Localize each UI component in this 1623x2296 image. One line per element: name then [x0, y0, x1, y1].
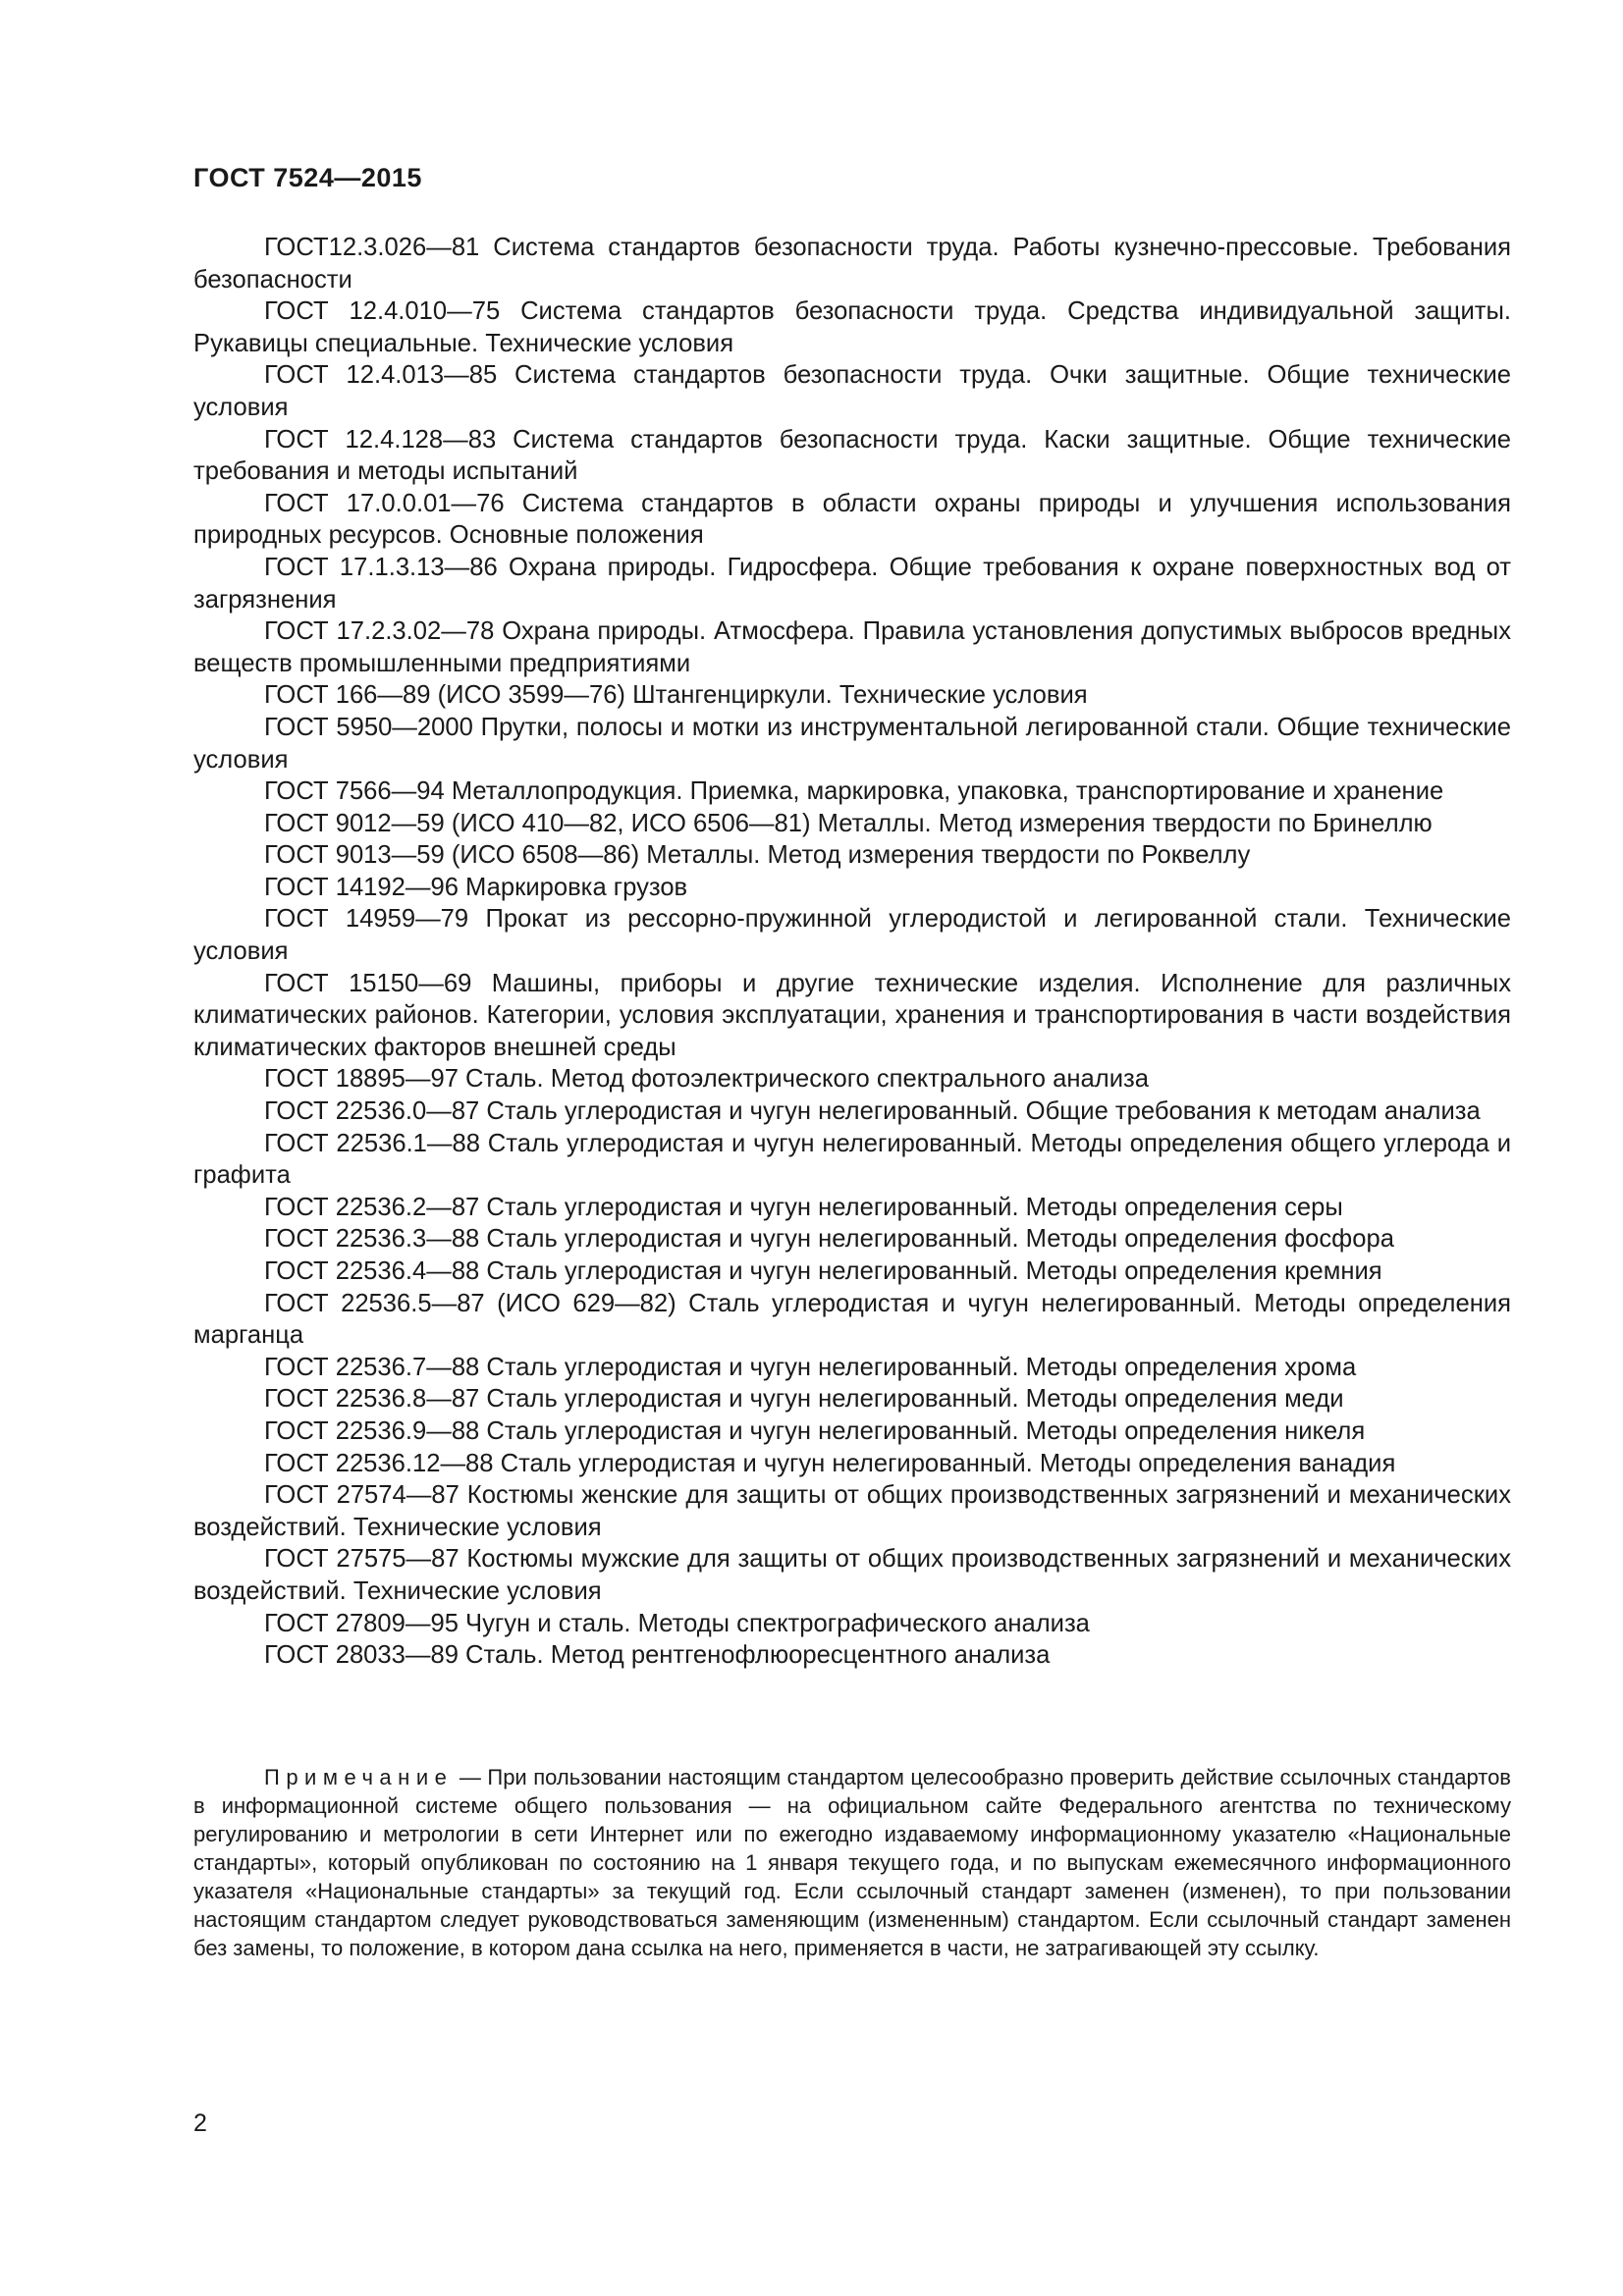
reference-item: ГОСТ 14192—96 Маркировка грузов [264, 873, 688, 901]
page-header-title: ГОСТ 7524—2015 [193, 163, 422, 192]
reference-item: ГОСТ 22536.8—87 Сталь углеродистая и чугун нелегированный. Методы определения меди [264, 1385, 1344, 1414]
reference-item: ГОСТ 28033—89 Сталь. Метод рентгенофлюоресцентного анализа [264, 1641, 1051, 1670]
reference-item: ГОСТ 17.0.0.01—76 Система стандартов в области охраны природы и улучшения использования природных ресурсов. Основные положения [193, 489, 1511, 550]
reference-item: ГОСТ 12.4.010—75 Система стандартов безопасности труда. Средства индивидуальной защиты. Рукавицы специальные. Технические условия [193, 297, 1511, 357]
reference-item: ГОСТ 27575—87 Костюмы мужские для защиты от общих производственных загрязнений и механических воздействий. Технические условия [193, 1545, 1511, 1605]
reference-item: ГОСТ 18895—97 Сталь. Метод фотоэлектрического спектрального анализа [264, 1065, 1149, 1094]
reference-item: ГОСТ 14959—79 Прокат из рессорно-пружинной углеродистой и легированной стали. Технические условия [193, 905, 1511, 966]
reference-item: ГОСТ 27574—87 Костюмы женские для защиты от общих производственных загрязнений и механических воздействий. Технические условия [193, 1481, 1511, 1541]
reference-item: ГОСТ 9012—59 (ИСО 410—82, ИСО 6506—81) Металлы. Метод измерения твердости по Бринеллю [264, 809, 1433, 837]
normative-references-list [193, 232, 1511, 1672]
reference-item: ГОСТ 7566—94 Металлопродукция. Приемка, маркировка, упаковка, транспортирование и хранение [264, 777, 1444, 806]
reference-item: ГОСТ 22536.1—88 Сталь углеродистая и чугун нелегированный. Методы определения общего углерода и графита [193, 1129, 1511, 1190]
reference-item: ГОСТ 12.4.013—85 Система стандартов безопасности труда. Очки защитные. Общие технические условия [193, 361, 1511, 421]
reference-item: ГОСТ 22536.12—88 Сталь углеродистая и чугун нелегированный. Методы определения ванадия [264, 1449, 1396, 1477]
note-text: — При пользовании настоящим стандартом целесообразно проверить действие ссылочных стандартов в информационной системе общего пользования — на официальном сайте Федерального агентства по техническому регулированию и метрологии в сети Интернет или по ежегодно издаваемому информационному указателю «Национальные стандарты», который опубликован по состоянию на 1 января текущего года, и по выпускам ежемесячного информационного указателя «Национальные стандарты» за текущий год. Если ссылочный стандарт заменен (изменен), то при пользовании настоящим стандартом следует руководствоваться заменяющим (измененным) стандартом. Если ссылочный стандарт заменен без замены, то положение, в котором дана ссылка на него, применяется в части, не затрагивающей эту ссылку. [193, 1765, 1511, 1960]
reference-item: ГОСТ 12.4.128—83 Система стандартов безопасности труда. Каски защитные. Общие технические требования и методы испытаний [193, 425, 1511, 486]
reference-item: ГОСТ 22536.2—87 Сталь углеродистая и чугун нелегированный. Методы определения серы [264, 1193, 1343, 1221]
reference-item: ГОСТ 17.1.3.13—86 Охрана природы. Гидросфера. Общие требования к охране поверхностных вод от загрязнения [193, 553, 1511, 614]
note-lead-word: Примечание [264, 1765, 454, 1789]
reference-item: ГОСТ 17.2.3.02—78 Охрана природы. Атмосфера. Правила установления допустимых выбросов вредных веществ промышленными предприятиями [193, 617, 1511, 677]
reference-item: ГОСТ 22536.5—87 (ИСО 629—82) Сталь углеродистая и чугун нелегированный. Методы определения марганца [193, 1289, 1511, 1350]
reference-item: ГОСТ 15150—69 Машины, приборы и другие технические изделия. Исполнение для различных климатических районов. Категории, условия эксплуатации, хранения и транспортирования в части воздействия климатических факторов внешней среды [193, 969, 1511, 1061]
reference-item: ГОСТ 5950—2000 Прутки, полосы и мотки из инструментальной легированной стали. Общие технические условия [193, 713, 1511, 774]
reference-item: ГОСТ 22536.9—88 Сталь углеродистая и чугун нелегированный. Методы определения никеля [264, 1416, 1366, 1445]
reference-item: ГОСТ 22536.7—88 Сталь углеродистая и чугун нелегированный. Методы определения хрома [264, 1353, 1357, 1381]
reference-item: ГОСТ 9013—59 (ИСО 6508—86) Металлы. Метод измерения твердости по Роквеллу [264, 841, 1251, 870]
reference-item: ГОСТ12.3.026—81 Система стандартов безопасности труда. Работы кузнечно-прессовые. Требования безопасности [193, 234, 1511, 294]
reference-item: ГОСТ 22536.3—88 Сталь углеродистая и чугун нелегированный. Методы определения фосфора [264, 1225, 1394, 1254]
reference-item: ГОСТ 27809—95 Чугун и сталь. Методы спектрографического анализа [264, 1609, 1090, 1637]
reference-item: ГОСТ 22536.4—88 Сталь углеродистая и чугун нелегированный. Методы определения кремния [264, 1257, 1382, 1285]
reference-item: ГОСТ 166—89 (ИСО 3599—76) Штангенциркули. Технические условия [264, 681, 1088, 710]
page-number: 2 [193, 2109, 207, 2137]
reference-item: ГОСТ 22536.0—87 Сталь углеродистая и чугун нелегированный. Общие требования к методам анализа [264, 1097, 1481, 1126]
note-paragraph [193, 1763, 1511, 1962]
